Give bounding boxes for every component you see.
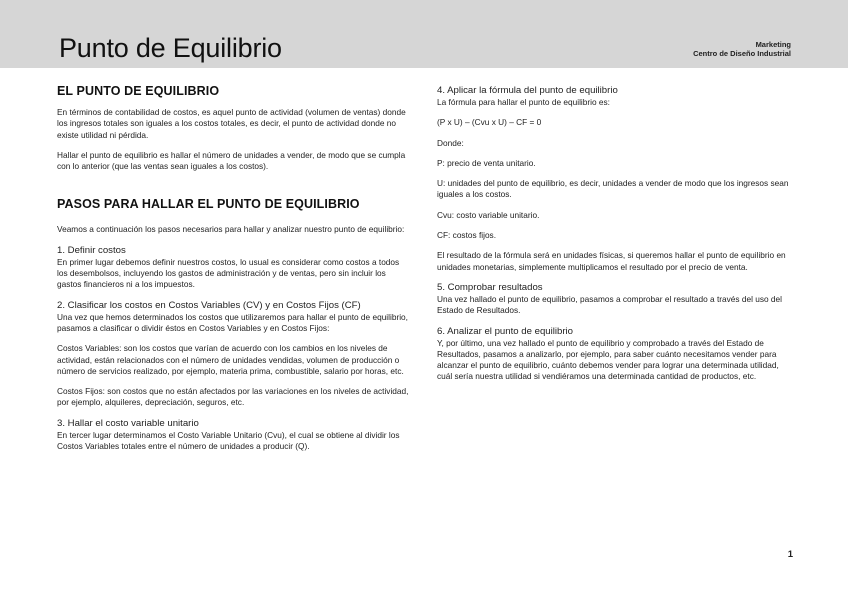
definition-paragraph: En términos de contabilidad de costos, es aquel punto de actividad (volumen de ventas) donde los ingresos totales son iguales a los costos totales, es decir, el punto de actividad donde no existe utilidad ni pérdida. bbox=[57, 107, 406, 140]
definition-cvu: Cvu: costo variable unitario. bbox=[437, 209, 540, 220]
meta-department: Centro de Diseño Industrial bbox=[693, 49, 791, 58]
step-2-text: Una vez que hemos determinados los costos que utilizaremos para hallar el punto de equilibrio, pasamos a clasificar o dividir éstos en Costos Variables y en Costos Fijos: bbox=[57, 311, 408, 333]
step-3-text: En tercer lugar determinamos el Costo Variable Unitario (Cvu), el cual se obtiene al dividir los Costos Variables totales entre el número de unidades a producir (Q). bbox=[57, 429, 400, 452]
header-meta bbox=[693, 40, 791, 58]
header-band bbox=[0, 0, 848, 68]
left-column bbox=[57, 84, 409, 461]
step-2 bbox=[57, 300, 409, 335]
definition-paragraph-2: Hallar el punto de equilibrio es hallar el número de unidades a vender, de modo que se cumpla con lo anterior (que las ventas sean iguales a los costos). bbox=[57, 149, 406, 172]
step-6-text: Y, por último, una vez hallado el punto de equilibrio y comprobado a través del Estado de Resultados, pasamos a analizarlo, por ejemplo, para saber cuánto necesitamos vender para alcanzar el punto de equilibrio, cuánto debemos vender para lograr una determinada utilidad, cuál sería nuestra utilidad si vendiéramos una determinada cantidad de productos, etc. bbox=[437, 337, 779, 382]
step-5 bbox=[437, 282, 790, 317]
steps-intro: Veamos a continuación los pasos necesarios para hallar y analizar nuestro punto de equilibrio: bbox=[57, 224, 405, 235]
step-5-text: Una vez hallado el punto de equilibrio, pasamos a comprobar el resultado a través del uso del Estado de Resultados. bbox=[437, 293, 782, 316]
step-6-title: 6. Analizar el punto de equilibrio bbox=[437, 325, 574, 337]
step-3-title: 3. Hallar el costo variable unitario bbox=[57, 417, 199, 429]
definition-cf: CF: costos fijos. bbox=[437, 230, 497, 241]
step-3 bbox=[57, 418, 409, 453]
formula: (P x U) – (Cvu x U) – CF = 0 bbox=[437, 117, 542, 128]
section-heading-pasos: PASOS PARA HALLAR EL PUNTO DE EQUILIBRIO bbox=[57, 197, 360, 212]
step-1 bbox=[57, 245, 409, 291]
definition-p: P: precio de venta unitario. bbox=[437, 157, 536, 168]
definition-u: U: unidades del punto de equilibrio, es decir, unidades a vender de modo que los ingresos sean iguales a los costos. bbox=[437, 178, 789, 200]
costos-variables-paragraph: Costos Variables: son los costos que varían de acuerdo con los cambios en los niveles de actividad, están relacionados con el número de unidades vendidas, volumen de producción o número de servicios realizado, por ejemplo, materia prima, combustible, salario por horas, etc. bbox=[57, 343, 404, 376]
step-2-title: 2. Clasificar los costos en Costos Variables (CV) y en Costos Fijos (CF) bbox=[57, 299, 361, 311]
page-number: 1 bbox=[787, 549, 793, 560]
step-4 bbox=[437, 85, 790, 108]
right-column bbox=[437, 85, 790, 392]
step-1-text: En primer lugar debemos definir nuestros costos, lo usual es considerar como costos a todos los desembolsos, incluyendo los gastos de administración y de ventas, pero sin incluir los gastos financieros ni a los impuestos. bbox=[57, 256, 400, 290]
page-title: Punto de Equilibrio bbox=[59, 33, 282, 63]
step-1-title: 1. Definir costos bbox=[57, 244, 126, 256]
section-heading-punto-equilibrio: EL PUNTO DE EQUILIBRIO bbox=[57, 84, 220, 98]
step-5-title: 5. Comprobar resultados bbox=[437, 281, 543, 293]
step-6 bbox=[437, 326, 790, 383]
donde-label: Donde: bbox=[437, 137, 464, 148]
step-4-title: 4. Aplicar la fórmula del punto de equilibrio bbox=[437, 85, 618, 96]
meta-subject: Marketing bbox=[755, 40, 791, 49]
step-4-text: La fórmula para hallar el punto de equilibrio es: bbox=[437, 97, 610, 107]
costos-fijos-paragraph: Costos Fijos: son costos que no están afectados por las variaciones en los niveles de actividad, por ejemplo, alquileres, depreciación, seguros, etc. bbox=[57, 386, 409, 408]
result-paragraph: El resultado de la fórmula será en unidades físicas, si queremos hallar el punto de equilibrio en unidades monetarias, simplemente multiplicamos el resultado por el precio de venta. bbox=[437, 250, 786, 272]
